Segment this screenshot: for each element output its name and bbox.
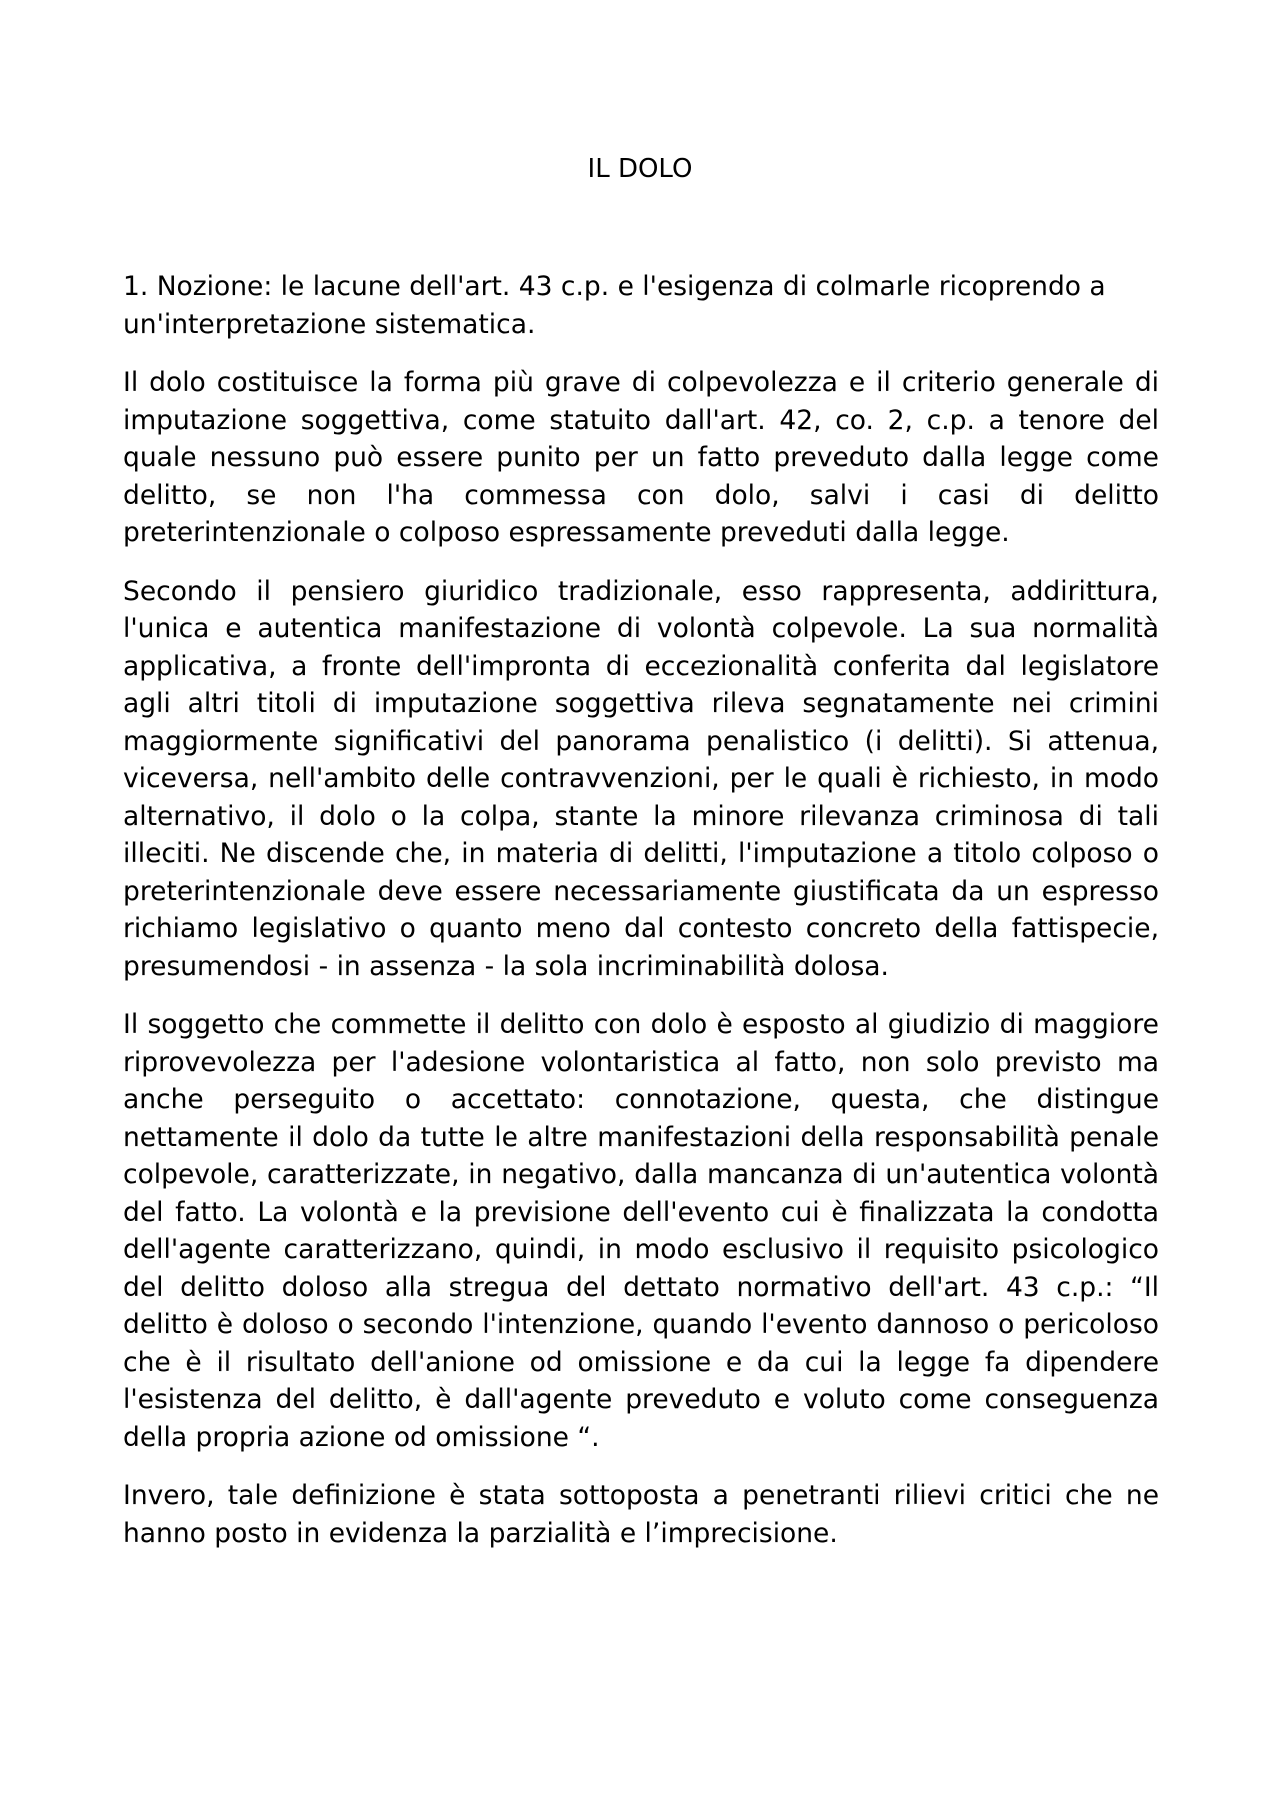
section-heading: 1. Nozione: le lacune dell'art. 43 c.p. e l'esigenza di colmarle ricoprendo a un'interpretazione sistematica. bbox=[123, 271, 1106, 340]
paragraph-3: Il soggetto che commette il delitto con dolo è esposto al giudizio di maggiore riprovevolezza per l'adesione volontaristica al fatto, non solo previsto ma anche perseguito o accettato: connotazione, questa, che distingue nettamente il dolo da tutte le altre manifestazioni della responsabilità penale colpevole, caratterizzate, in negativo, dalla mancanza di un'autentica volontà del fatto. La volontà e la previsione dell'evento cui è finalizzata la condotta dell'agente caratterizzano, quindi, in modo esclusivo il requisito psicologico del delitto doloso alla stregua del dettato normativo dell'art. 43 c.p.: “Il delitto è doloso o secondo l'intenzione, quando l'evento dannoso o pericoloso che è il risultato dell'anione od omissione e da cui la legge fa dipendere l'esistenza del delitto, è dall'agente preveduto e voluto come conseguenza della propria azione od omissione “. bbox=[123, 1009, 1159, 1453]
paragraph-4: Invero, tale definizione è stata sottoposta a penetranti rilievi critici che ne hanno posto in evidenza la parzialità e l’imprecisione. bbox=[123, 1480, 1159, 1549]
paragraph-2: Secondo il pensiero giuridico tradizionale, esso rappresenta, addirittura, l'unica e autentica manifestazione di volontà colpevole. La sua normalità applicativa, a fronte dell'impronta di eccezionalità conferita dal legislatore agli altri titoli di imputazione soggettiva rileva segnatamente nei crimini maggiormente significativi del panorama penalistico (i delitti). Si attenua, viceversa, nell'ambito delle contravvenzioni, per le quali è richiesto, in modo alternativo, il dolo o la colpa, stante la minore rilevanza criminosa di tali illeciti. Ne discende che, in materia di delitti, l'imputazione a titolo colposo o preterintenzionale deve essere necessariamente giustificata da un espresso richiamo legislativo o quanto meno dal contesto concreto della fattispecie, presumendosi - in assenza - la sola incriminabilità dolosa. bbox=[123, 575, 1159, 982]
page-title: IL DOLO bbox=[587, 154, 693, 184]
paragraph-1: Il dolo costituisce la forma più grave di colpevolezza e il criterio generale di imputazione soggettiva, come statuito dall'art. 42, co. 2, c.p. a tenore del quale nessuno può essere punito per un fatto preveduto dalla legge come delitto, se non l'ha commessa con dolo, salvi i casi di delitto preterintenzionale o colposo espressamente preveduti dalla legge. bbox=[123, 367, 1159, 548]
document-body bbox=[123, 268, 1159, 1573]
